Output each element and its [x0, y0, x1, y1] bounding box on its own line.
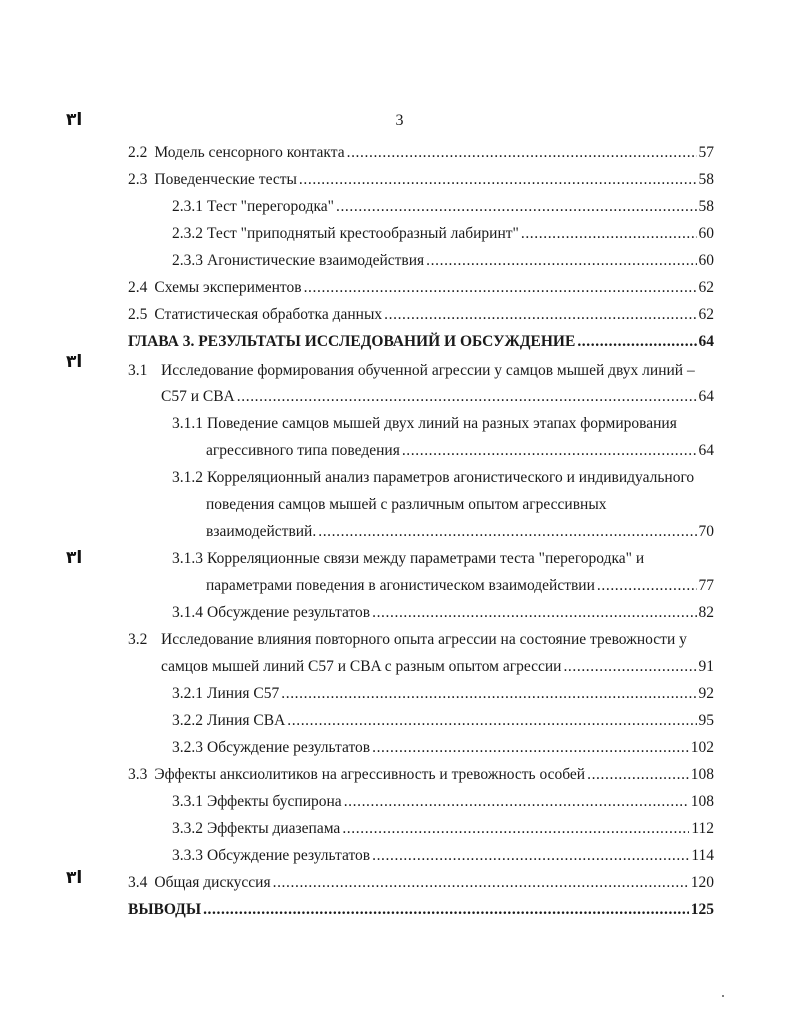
- toc-entry-title: Агонистические взаимодействия: [207, 252, 425, 269]
- toc-entry-page: 62: [698, 279, 714, 296]
- toc-entry-title-line: Исследование формирования обученной агрессии у самцов мышей двух линий –: [161, 362, 695, 379]
- toc-entry-title-line: Поведение самцов мышей двух линий на разных этапах формирования: [207, 415, 677, 432]
- toc-entry-number: 3.3.2: [172, 820, 203, 837]
- toc-entry-title: Поведенческие тесты: [154, 171, 297, 188]
- toc-entry-page: 114: [691, 847, 714, 864]
- toc-entry-page: 95: [698, 712, 714, 729]
- dot-leader: [587, 765, 689, 785]
- dot-leader: [577, 332, 696, 352]
- dot-leader: [304, 278, 697, 298]
- dot-leader: [342, 819, 689, 839]
- toc-entry[interactable]: [172, 603, 714, 625]
- toc-entry-page: 64: [698, 388, 714, 405]
- toc-entry-multiline[interactable]: [172, 468, 694, 488]
- toc-entry-page: 91: [698, 658, 714, 675]
- dot-leader: [299, 170, 697, 190]
- toc-entry-multiline[interactable]: [128, 630, 687, 650]
- toc-entry-page: 64: [698, 442, 714, 459]
- toc-entry-title: Общая дискуссия: [154, 874, 271, 891]
- toc-entry-title-line: поведения самцов мышей с различным опытом агрессивных: [206, 496, 607, 513]
- dot-leader: [597, 576, 697, 596]
- toc-entry-title: Схемы экспериментов: [154, 279, 302, 296]
- toc-entry-title: Обсуждение результатов: [207, 847, 371, 864]
- toc-entry-title-line: Корреляционный анализ параметров агонистического и индивидуального: [207, 469, 695, 486]
- dot-leader: [336, 197, 697, 217]
- toc-entry-title: Обсуждение результатов: [207, 604, 371, 621]
- toc-entry-number: 3.3.3: [172, 847, 203, 864]
- toc-entry-title: ГЛАВА 3. РЕЗУЛЬТАТЫ ИССЛЕДОВАНИЙ И ОБСУЖДЕНИЕ: [128, 333, 576, 350]
- toc-entry-page: 120: [690, 874, 714, 891]
- toc-entry-title-line: взаимодействий.: [206, 523, 317, 540]
- toc-entry-page: 125: [690, 901, 714, 918]
- toc-entry-title-line: Корреляционные связи между параметрами теста "перегородка" и: [207, 550, 645, 567]
- toc-entry-page: 77: [698, 577, 714, 594]
- toc-entry-number: 3.1.1: [172, 415, 203, 432]
- dot-leader: [347, 143, 697, 163]
- toc-entry-number: 3.2.2: [172, 712, 203, 729]
- toc-entry[interactable]: [172, 792, 714, 814]
- toc-entry-page: 92: [698, 685, 714, 702]
- toc-entry-number: 2.3.1: [172, 198, 203, 215]
- toc-entry-number: 3.1.3: [172, 550, 203, 567]
- toc-entry-page: 58: [698, 198, 714, 215]
- toc-entry-title: Линия CBA: [207, 712, 286, 729]
- toc-entry-continuation[interactable]: [206, 441, 714, 463]
- dot-leader: [402, 441, 697, 461]
- dot-leader: [203, 900, 689, 920]
- margin-mark: ا۳: [66, 110, 83, 130]
- toc-entry-number: 3.2.3: [172, 739, 203, 756]
- dot-leader: [372, 603, 696, 623]
- toc-entry-number: 3.1.2: [172, 469, 203, 486]
- dot-leader: [384, 305, 696, 325]
- dot-leader: [318, 522, 696, 542]
- toc-entry-page: 60: [698, 225, 714, 242]
- toc-entry-title: Обсуждение результатов: [207, 739, 371, 756]
- toc-entry-page: 102: [690, 739, 714, 756]
- toc-entry[interactable]: [172, 684, 714, 706]
- margin-mark: ا۳: [66, 352, 83, 372]
- toc-entry-page: 60: [698, 252, 714, 269]
- toc-entry-title: Тест "приподнятый крестообразный лабиринт": [207, 225, 519, 242]
- toc-entry-title-line: параметрами поведения в агонистическом взаимодействии: [206, 577, 595, 594]
- toc-entry-page: 112: [691, 820, 714, 837]
- toc-entry-title-line: самцов мышей линий С57 и CBA с разным опытом агрессии: [161, 658, 562, 675]
- toc-entry-title: Модель сенсорного контакта: [154, 144, 345, 161]
- toc-entry-title: Тест "перегородка": [207, 198, 334, 215]
- toc-entry-page: 70: [698, 523, 714, 540]
- toc-entry-page: 108: [690, 766, 714, 783]
- dot-leader: [287, 711, 696, 731]
- toc-entry-page: 64: [698, 333, 714, 350]
- toc-entry[interactable]: [172, 846, 714, 868]
- toc-entry[interactable]: [172, 197, 714, 219]
- toc-entry-continuation[interactable]: [206, 522, 714, 544]
- toc-entry-title: Линия С57: [207, 685, 280, 702]
- toc-entry-title: Эффекты буспирона: [207, 793, 342, 810]
- margin-mark: ا۳: [66, 868, 83, 888]
- toc-entry-title: Эффекты анксиолитиков на агрессивность и тревожность особей: [154, 766, 586, 783]
- toc-entry[interactable]: [128, 765, 714, 787]
- toc-entry[interactable]: [172, 738, 714, 760]
- toc-entry-continuation[interactable]: [161, 387, 714, 409]
- toc-entry-title-line: агрессивного типа поведения: [206, 442, 400, 459]
- dot-leader: [281, 684, 696, 704]
- toc-entry-number: 3.1.4: [172, 604, 203, 621]
- page-number: 3: [395, 112, 404, 129]
- toc-entry-title-line: С57 и CBA: [161, 388, 235, 405]
- toc-entry-continuation[interactable]: [206, 576, 714, 598]
- dot-leader: [372, 738, 689, 758]
- toc-entry-page: 57: [698, 144, 714, 161]
- dot-leader: [521, 224, 697, 244]
- toc-entry[interactable]: [128, 170, 714, 192]
- toc-entry[interactable]: [128, 278, 714, 300]
- toc-entry-page: 108: [690, 793, 714, 810]
- toc-entry-number: 3.3: [128, 766, 148, 783]
- dot-leader: [273, 873, 689, 893]
- toc-entry-number: 3.2.1: [172, 685, 203, 702]
- toc-entry-multiline[interactable]: [128, 361, 695, 381]
- toc-entry-continuation[interactable]: [161, 657, 714, 679]
- toc-entry[interactable]: [172, 251, 714, 273]
- toc-entry-number: 2.2: [128, 144, 148, 161]
- toc-entry[interactable]: [128, 143, 714, 165]
- toc-entry-number: 3.4: [128, 874, 148, 891]
- toc-entry[interactable]: [128, 305, 714, 327]
- toc-chapter-heading[interactable]: [128, 332, 714, 354]
- dot-leader: [426, 251, 696, 271]
- toc-entry-number: 2.5: [128, 306, 148, 323]
- dot-leader: [563, 657, 696, 677]
- toc-entry-number: 2.3.2: [172, 225, 203, 242]
- toc-entry-number: 2.3: [128, 171, 148, 188]
- toc-entry-page: 82: [698, 604, 714, 621]
- toc-entry-page: 58: [698, 171, 714, 188]
- toc-entry-title-line: Исследование влияния повторного опыта агрессии на состояние тревожности у: [161, 631, 687, 648]
- margin-mark: ا۳: [66, 548, 83, 568]
- toc-entry-number: 2.4: [128, 279, 148, 296]
- toc-entry-title: ВЫВОДЫ: [128, 901, 202, 918]
- dot-leader: [372, 846, 689, 866]
- dot-leader: [344, 792, 689, 812]
- toc-entry-multiline[interactable]: [172, 414, 677, 434]
- toc-entry-page: 62: [698, 306, 714, 323]
- toc-entry-number: 3.2: [128, 631, 148, 648]
- toc-entry-number: 3.3.1: [172, 793, 203, 810]
- toc-entry-title: Статистическая обработка данных: [154, 306, 383, 323]
- toc-entry[interactable]: [128, 873, 714, 895]
- dot-leader: [237, 387, 697, 407]
- toc-entry-title: Эффекты диазепама: [207, 820, 341, 837]
- toc-entry-number: 3.1: [128, 362, 148, 379]
- toc-entry-number: 2.3.3: [172, 252, 203, 269]
- toc-entry[interactable]: [172, 224, 714, 246]
- toc-entry[interactable]: [172, 711, 714, 733]
- toc-chapter-heading[interactable]: [128, 900, 714, 922]
- toc-entry-multiline[interactable]: [172, 549, 644, 569]
- toc-entry[interactable]: [172, 819, 714, 841]
